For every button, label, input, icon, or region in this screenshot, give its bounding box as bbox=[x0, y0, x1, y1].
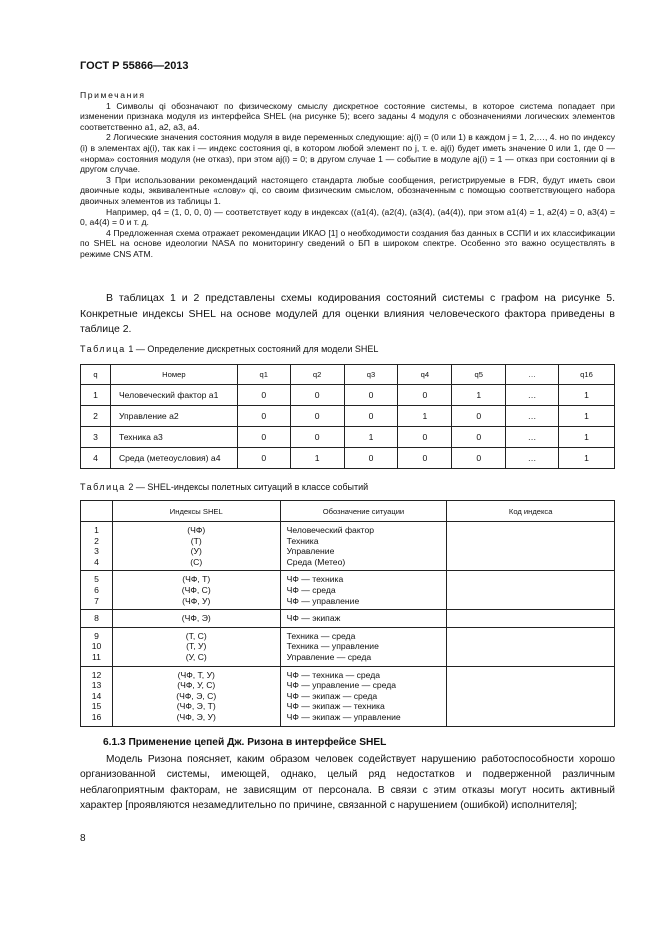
table2-line: (ЧФ, У, С) bbox=[177, 680, 216, 691]
table1-caption bbox=[80, 344, 378, 354]
table1-cell: 0 bbox=[344, 448, 398, 469]
table1-cell: 0 bbox=[237, 427, 290, 448]
table1-cell: … bbox=[506, 427, 559, 448]
table1-cell: 4 bbox=[81, 448, 111, 469]
table2-line: Техника — управление bbox=[286, 641, 379, 652]
note-paragraph: 4 Предложенная схема отражает рекомендации ИКАО [1] о необходимости создания баз данных в ССПИ и их классификации по SHEL на основе идеологии NASA по мониторингу сведений о БП в широком спектре. Особенно это важно осуществлять в режиме CNS ATM. bbox=[80, 227, 615, 259]
table2-situation-cell bbox=[280, 627, 447, 666]
table1-header-cell: q5 bbox=[452, 365, 506, 385]
table2-code-cell bbox=[447, 610, 615, 628]
table2-code-cell bbox=[447, 522, 615, 571]
table2-line: Техника — среда bbox=[286, 630, 356, 641]
table1-header-cell: q bbox=[81, 365, 111, 385]
table2-line: (С) bbox=[190, 556, 203, 567]
section-heading: 6.1.3 Применение цепей Дж. Ризона в интерфейсе SHEL bbox=[103, 737, 387, 748]
table1-cell: 1 bbox=[559, 448, 615, 469]
table2-number-cell bbox=[81, 666, 113, 726]
table1-cell: 0 bbox=[290, 427, 344, 448]
table1-cell: 0 bbox=[344, 385, 398, 406]
table1-cell: 0 bbox=[290, 385, 344, 406]
table2-line: (ЧФ, Э, У) bbox=[176, 711, 216, 722]
table2-line: Управление bbox=[286, 546, 335, 557]
table2-index-cell bbox=[112, 571, 280, 610]
table1-name-cell: Управление a2 bbox=[110, 406, 237, 427]
table1-cell: 2 bbox=[81, 406, 111, 427]
table2-line: ЧФ — экипаж — управление bbox=[286, 711, 401, 722]
table2-situation-cell bbox=[280, 571, 447, 610]
table2-row-group bbox=[81, 666, 615, 726]
table1-caption-label: Таблица bbox=[80, 344, 126, 354]
page-number: 8 bbox=[80, 833, 86, 844]
table2-line: ЧФ — управление — среда bbox=[286, 680, 397, 691]
table2-line: 9 bbox=[94, 630, 99, 641]
table2-line: (ЧФ) bbox=[187, 525, 206, 535]
table1-header-row bbox=[81, 365, 615, 385]
table1-cell: … bbox=[506, 385, 559, 406]
table1-cell: 0 bbox=[237, 406, 290, 427]
table1-header-cell: q16 bbox=[559, 365, 615, 385]
table2-line: 5 bbox=[94, 574, 99, 585]
table2-header-cell bbox=[81, 501, 113, 522]
table2-line: 14 bbox=[91, 690, 102, 701]
note-paragraph: 2 Логические значения состояния модуля в виде переменных следующие: aj(i) = (0 или 1) в каждом j = 1, 2,…, 4. но по индексу (i) в элементах aj(i), так как i — индекс состояния qi, в котором любой элемент по j, т. е. aj(i) будет иметь значение 0 или 1, где 0 — «норма» состояния модуля (не отказ), при этом aj(i) = 0; в другом случае 1 — событие в модуле aj(i) = 1 — отказ при состоянии qi в другом случае. bbox=[80, 132, 615, 175]
table1-header-cell: q4 bbox=[398, 365, 452, 385]
table2-line: ЧФ — техника bbox=[286, 574, 344, 585]
table2-code-cell bbox=[447, 666, 615, 726]
table2-line: Техника bbox=[286, 535, 319, 546]
table2-line: (Т) bbox=[190, 535, 202, 546]
table2-line: ЧФ — экипаж — среда bbox=[286, 690, 378, 701]
table1-cell: 1 bbox=[81, 385, 111, 406]
table1-row bbox=[81, 427, 615, 448]
table2-line: (ЧФ, Э, С) bbox=[176, 690, 217, 701]
table1-cell: 1 bbox=[559, 427, 615, 448]
table1-cell: 1 bbox=[398, 406, 452, 427]
table2-line: ЧФ — техника — среда bbox=[286, 669, 381, 680]
table2-line: 13 bbox=[91, 680, 102, 691]
table1-cell: 0 bbox=[452, 427, 506, 448]
table1-cell: 0 bbox=[344, 406, 398, 427]
table1-cell: 0 bbox=[452, 448, 506, 469]
table1-row bbox=[81, 385, 615, 406]
document-header: ГОСТ Р 55866—2013 bbox=[80, 60, 189, 72]
table1-cell: 1 bbox=[559, 385, 615, 406]
table2-caption-text: 2 — SHEL-индексы полетных ситуаций в классе событий bbox=[128, 482, 369, 492]
table2-caption bbox=[80, 482, 368, 492]
table2-caption-label: Таблица bbox=[80, 482, 126, 492]
table1-row bbox=[81, 448, 615, 469]
table1-cell: 0 bbox=[452, 406, 506, 427]
table2-line: (ЧФ, С) bbox=[181, 584, 211, 595]
table1-header-cell: q1 bbox=[237, 365, 290, 385]
table2-header-cell: Индексы SHEL bbox=[112, 501, 280, 522]
table2 bbox=[80, 500, 615, 727]
table1-header-cell: q2 bbox=[290, 365, 344, 385]
table2-row-group bbox=[81, 571, 615, 610]
table1-cell: 0 bbox=[237, 448, 290, 469]
table2-line: 2 bbox=[94, 535, 99, 546]
note-paragraph: 3 При использовании рекомендаций настоящего стандарта любые сообщения, регистрируемые в FDR, будут иметь свои двоичные коды, эквивалентные «слову» qi, со своим физическим смыслом, обозначенным с помощью соответствующего набора двоичных элементов из таблицы 1. bbox=[80, 174, 615, 206]
table2-code-cell bbox=[447, 627, 615, 666]
table2-line: 7 bbox=[94, 595, 99, 606]
table1-cell: … bbox=[506, 406, 559, 427]
table2-header-cell: Обозначение ситуации bbox=[280, 501, 447, 522]
table2-line: (Т, С) bbox=[185, 630, 207, 641]
table1-name-cell: Техника a3 bbox=[110, 427, 237, 448]
table1-cell: 0 bbox=[398, 427, 452, 448]
table2-number-cell bbox=[81, 627, 113, 666]
table2-line: ЧФ — среда bbox=[286, 584, 336, 595]
table2-line: (ЧФ, Э) bbox=[181, 613, 211, 624]
table2-line: 10 bbox=[91, 641, 102, 652]
table2-row-group bbox=[81, 627, 615, 666]
table2-line: Среда (Метео) bbox=[286, 556, 346, 567]
table2-line: (У) bbox=[190, 546, 202, 557]
table2-line: 6 bbox=[94, 584, 99, 595]
note-paragraph: Например, q4 = (1, 0, 0, 0) — соответствует коду в индексах ((a1(4), (a2(4), (a3(4), (a4(4)), при этом a1(4) = 1, a2(4) = 0, a3(4) = 0, a4(4) = 0 и т. д. bbox=[80, 206, 615, 228]
table1 bbox=[80, 364, 615, 469]
body-paragraph: Модель Ризона поясняет, каким образом человек содействует нарушению работоспособности хорошо организованной системы, имеющей, однако, целый ряд недостатков и подверженной различным неблагоприятным факторам, не зависящим от персонала. В связи с этим отказы могут носить активный характер [проявляются незамедлительно по причине, связанной с нарушением (ошибкой) исполнителя]; bbox=[80, 754, 615, 811]
table2-number-cell bbox=[81, 571, 113, 610]
table2-header-row bbox=[81, 501, 615, 522]
table1-cell: 0 bbox=[237, 385, 290, 406]
table2-situation-cell bbox=[280, 522, 447, 571]
note-paragraph: 1 Символы qi обозначают по физическому смыслу дискретное состояние системы, в которое система попадает при изменении признака модуля из интерфейса SHEL (на рисунке 5); всего заданы 4 модуля с обозначениями логических элементов соответственно a1, a2, a3, a4. bbox=[80, 100, 615, 132]
table2-line: Человеческий фактор bbox=[286, 525, 375, 535]
table2-line: 3 bbox=[94, 546, 99, 557]
table2-line: 11 bbox=[92, 651, 101, 662]
table1-cell: 3 bbox=[81, 427, 111, 448]
table2-line: ЧФ — управление bbox=[286, 595, 360, 606]
table2-row-group bbox=[81, 610, 615, 628]
table1-name-cell: Человеческий фактор a1 bbox=[110, 385, 237, 406]
table1-cell: 0 bbox=[290, 406, 344, 427]
table1-cell: 1 bbox=[344, 427, 398, 448]
table2-line: 8 bbox=[94, 613, 99, 624]
table2-line: (ЧФ, Т) bbox=[182, 574, 211, 585]
table1-cell: … bbox=[506, 448, 559, 469]
table1-cell: 1 bbox=[452, 385, 506, 406]
table2-line: Управление — среда bbox=[286, 651, 372, 662]
table2-index-cell bbox=[112, 522, 280, 571]
table2-number-cell bbox=[81, 522, 113, 571]
table2-line: ЧФ — экипаж bbox=[286, 613, 341, 624]
table2-line: 4 bbox=[94, 556, 99, 567]
table2-line: 15 bbox=[91, 701, 102, 712]
table1-header-cell: Номер bbox=[110, 365, 237, 385]
table2-index-cell bbox=[112, 610, 280, 628]
body-paragraph: В таблицах 1 и 2 представлены схемы кодирования состояний системы с графом на рисунке 5. Конкретные индексы SHEL на основе модулей для оценки влияния человеческого фактора приведены в таблице 2. bbox=[80, 292, 615, 335]
table1-cell: 0 bbox=[398, 385, 452, 406]
table2-line: 1 bbox=[94, 525, 99, 535]
table2-line: (ЧФ, У) bbox=[182, 595, 211, 606]
table1-row bbox=[81, 406, 615, 427]
table2-line: (У, С) bbox=[185, 651, 207, 662]
table2-index-cell bbox=[112, 627, 280, 666]
table1-caption-text: 1 — Определение дискретных состояний для модели SHEL bbox=[128, 344, 379, 354]
table1-cell: 0 bbox=[398, 448, 452, 469]
notes-block bbox=[80, 90, 615, 260]
table2-line: (ЧФ, Т, У) bbox=[177, 669, 215, 680]
table2-situation-cell bbox=[280, 610, 447, 628]
table2-code-cell bbox=[447, 571, 615, 610]
table2-line: 12 bbox=[91, 669, 102, 680]
table2-row-group bbox=[81, 522, 615, 571]
table2-header-cell: Код индекса bbox=[447, 501, 615, 522]
table2-situation-cell bbox=[280, 666, 447, 726]
table1-header-cell: … bbox=[506, 365, 559, 385]
table2-number-cell bbox=[81, 610, 113, 628]
table1-header-cell: q3 bbox=[344, 365, 398, 385]
table2-line: 16 bbox=[91, 711, 102, 722]
table2-line: ЧФ — экипаж — техника bbox=[286, 701, 385, 712]
table2-index-cell bbox=[112, 666, 280, 726]
notes-title: Примечания bbox=[80, 90, 146, 100]
table1-name-cell: Среда (метеоусловия) a4 bbox=[110, 448, 237, 469]
table2-line: (Т, У) bbox=[186, 641, 207, 652]
table1-cell: 1 bbox=[559, 406, 615, 427]
table2-line: (ЧФ, Э, Т) bbox=[176, 701, 216, 712]
table1-cell: 1 bbox=[290, 448, 344, 469]
